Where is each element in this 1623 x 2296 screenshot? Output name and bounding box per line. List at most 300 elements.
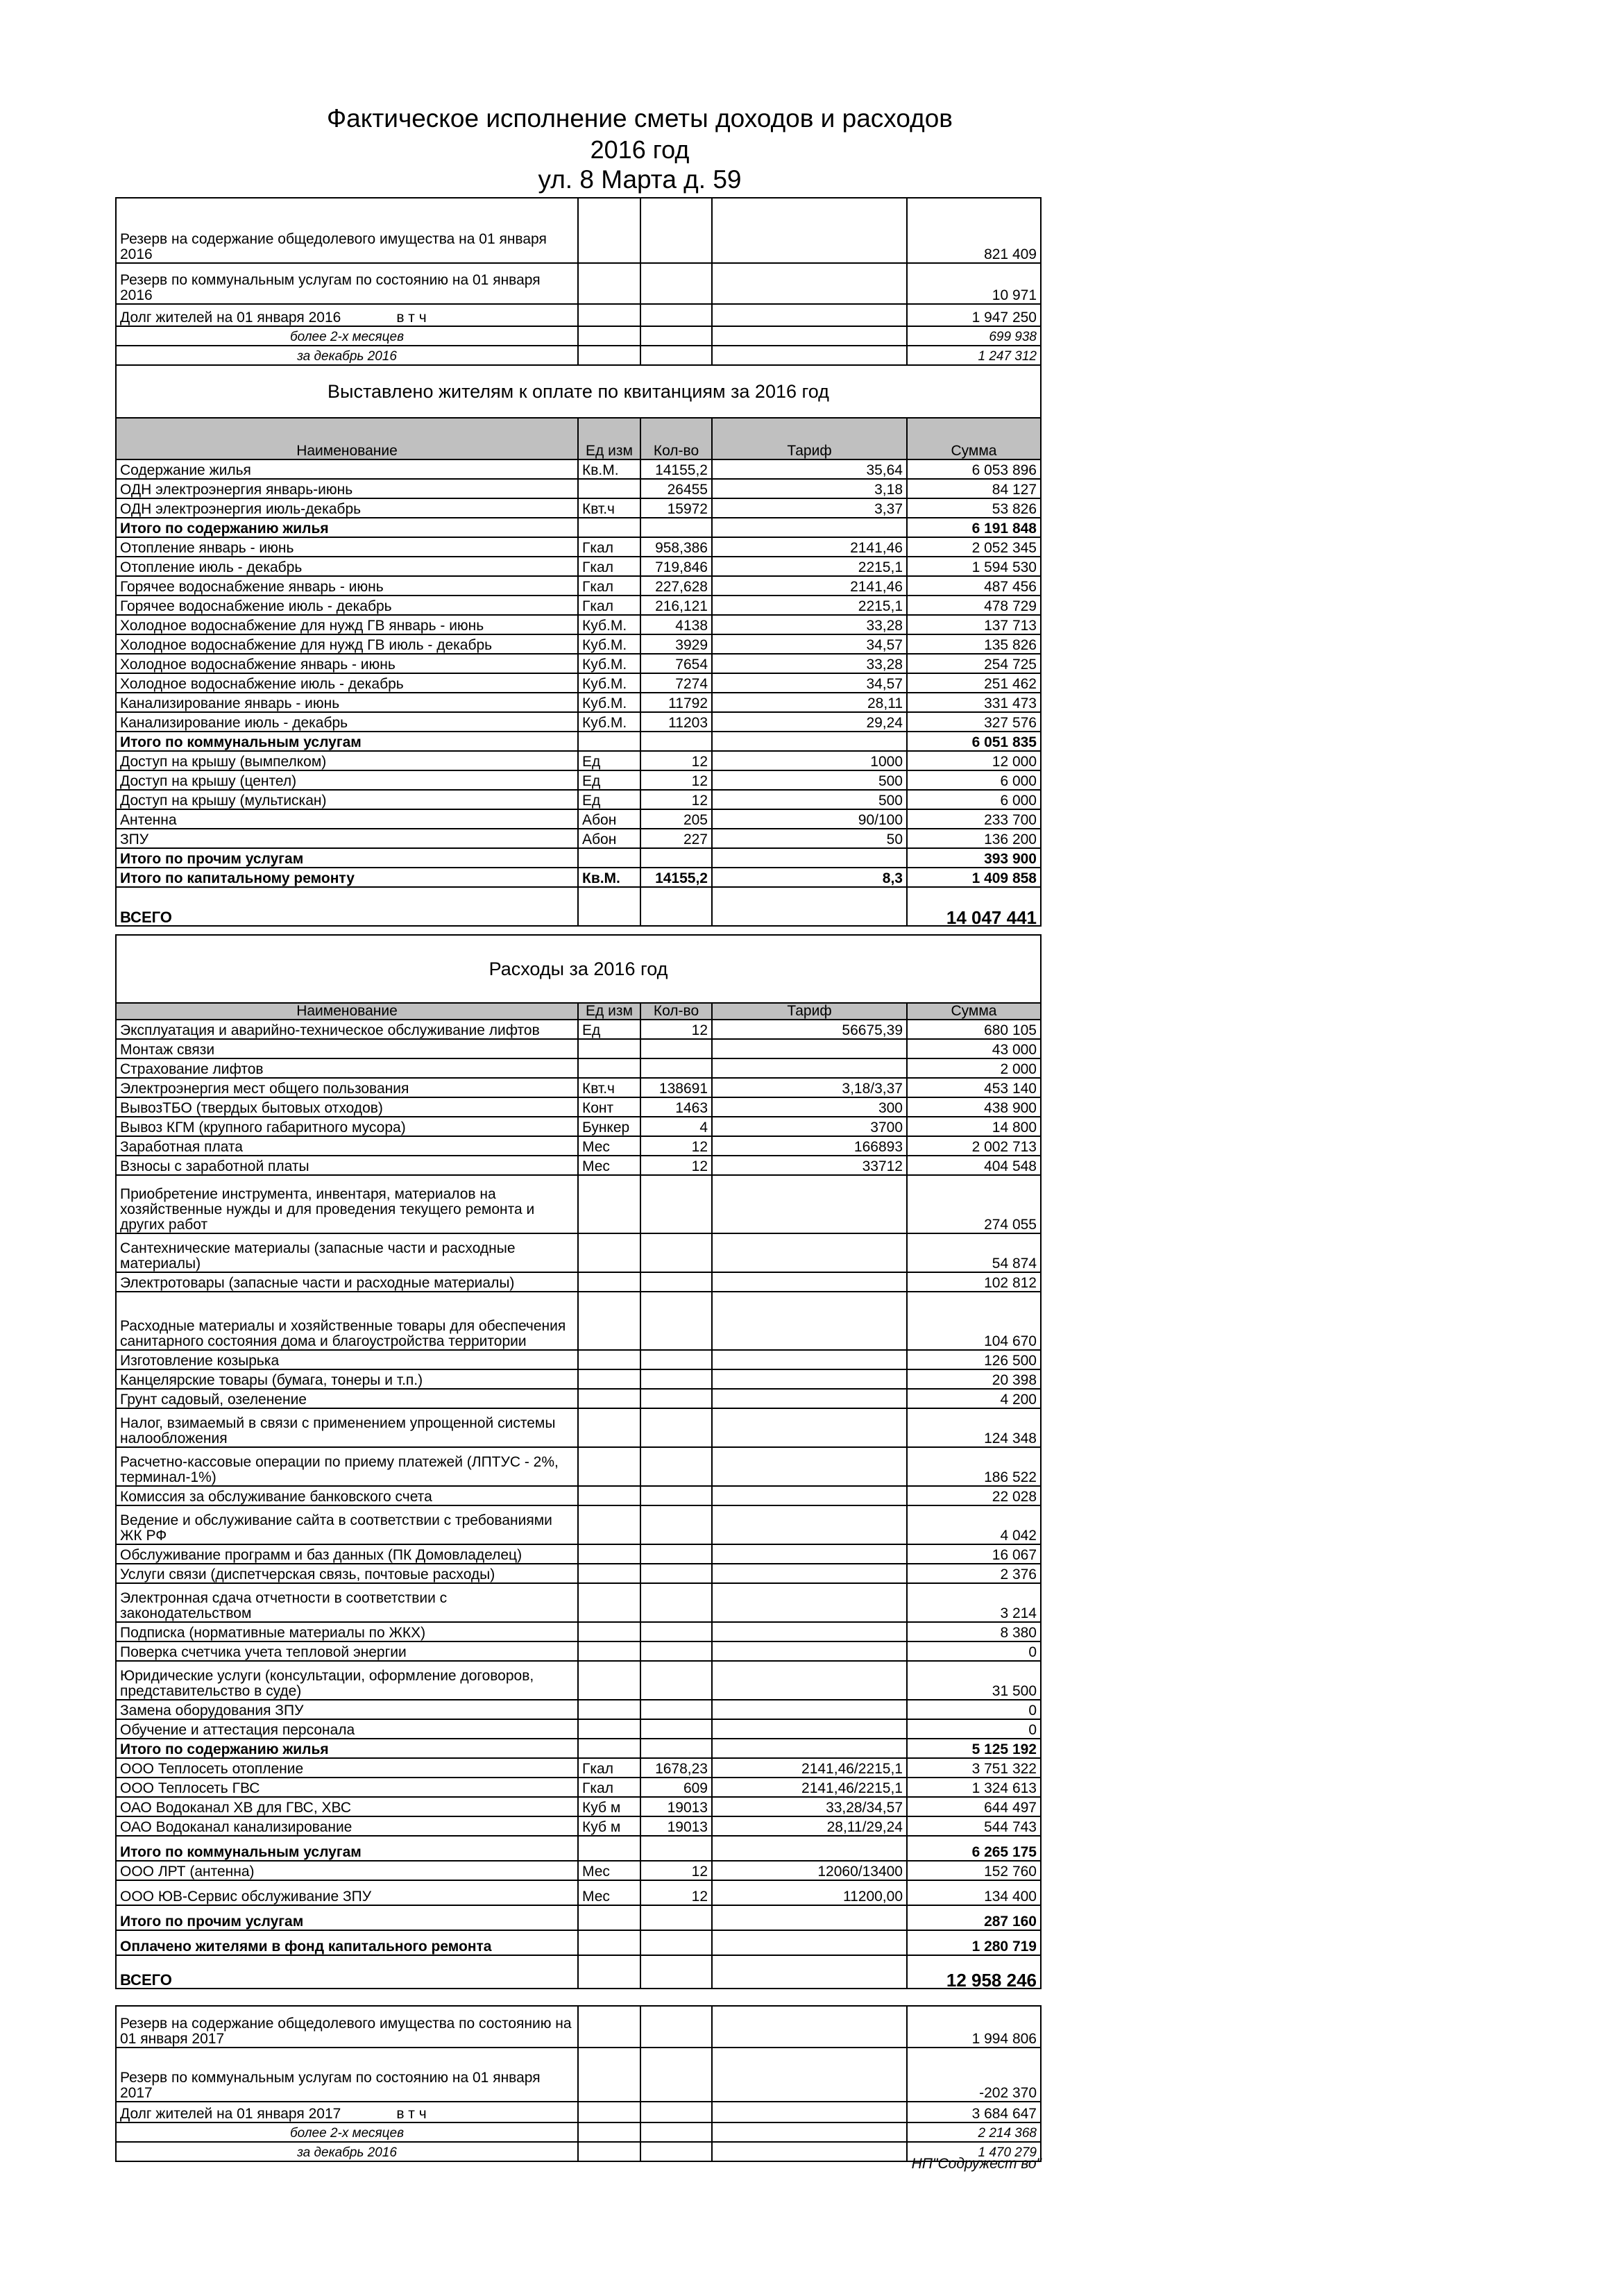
row-unit — [578, 732, 640, 751]
row-sum: 233 700 — [907, 809, 1041, 829]
row-tariff: 34,57 — [712, 673, 907, 693]
row-tariff: 2215,1 — [712, 596, 907, 615]
row-qty: 12 — [640, 1020, 712, 1039]
row-name: Отопление июль - декабрь — [116, 557, 578, 576]
row-qty: 15972 — [640, 498, 712, 518]
row-tariff — [712, 1583, 907, 1622]
table-row — [116, 537, 1041, 557]
row-sum: 1 280 719 — [907, 1930, 1041, 1955]
row-name: Услуги связи (диспетчерская связь, почтовые расходы) — [116, 1564, 578, 1583]
row-name: Оплачено жителями в фонд капитального ремонта — [116, 1930, 578, 1955]
row-sum: 327 576 — [907, 712, 1041, 732]
billed-header-sum: Сумма — [907, 418, 1041, 459]
row-unit — [578, 1369, 640, 1389]
row-qty: 227,628 — [640, 576, 712, 596]
table-row — [116, 1058, 1041, 1078]
row-name: Электронная сдача отчетности в соответствии с законодательством — [116, 1583, 578, 1622]
table-row — [116, 1622, 1041, 1641]
row-unit: Ед — [578, 790, 640, 809]
row-name: Монтаж связи — [116, 1039, 578, 1058]
table-row — [116, 1117, 1041, 1136]
opening-reserve-property-label: Резерв на содержание общедолевого имущества на 01 января 2016 — [116, 198, 578, 263]
table-row — [116, 751, 1041, 770]
row-sum: 680 105 — [907, 1020, 1041, 1039]
row-name: Страхование лифтов — [116, 1058, 578, 1078]
opening-debt-note: в т ч — [396, 310, 427, 326]
row-tariff: 33,28 — [712, 615, 907, 634]
row-tariff — [712, 1272, 907, 1292]
opening-reserve-utilities-label: Резерв по коммунальным услугам по состоянию на 01 января 2016 — [116, 263, 578, 304]
row-name: ОДН электроэнергия июль-декабрь — [116, 498, 578, 518]
row-sum: 0 — [907, 1700, 1041, 1719]
row-unit: Квт.ч — [578, 1078, 640, 1097]
row-name: Взносы с заработной платы — [116, 1156, 578, 1175]
row-unit — [578, 1905, 640, 1930]
expenses-header-sum: Сумма — [907, 1003, 1041, 1020]
row-name: Итого по коммунальным услугам — [116, 1836, 578, 1861]
row-name: Отопление январь - июнь — [116, 537, 578, 557]
row-tariff: 3,18 — [712, 479, 907, 498]
row-name: Обслуживание программ и баз данных (ПК Домовладелец) — [116, 1544, 578, 1564]
row-qty — [640, 848, 712, 868]
opening-debt-dec-value: 1 247 312 — [907, 346, 1041, 365]
row-sum: 2 002 713 — [907, 1136, 1041, 1156]
row-qty: 609 — [640, 1778, 712, 1797]
row-qty: 12 — [640, 1136, 712, 1156]
row-sum: 31 500 — [907, 1661, 1041, 1700]
row-sum: 102 812 — [907, 1272, 1041, 1292]
row-qty — [640, 518, 712, 537]
table-row — [116, 868, 1041, 887]
row-tariff: 3,18/3,37 — [712, 1078, 907, 1097]
table-row — [116, 576, 1041, 596]
row-tariff — [712, 1739, 907, 1758]
row-sum: 2 052 345 — [907, 537, 1041, 557]
table-row — [116, 1350, 1041, 1369]
billed-header-tariff: Тариф — [712, 418, 907, 459]
row-name: Грунт садовый, озеленение — [116, 1389, 578, 1408]
row-unit — [578, 1292, 640, 1350]
row-tariff: 3,37 — [712, 498, 907, 518]
row-qty: 719,846 — [640, 557, 712, 576]
row-unit: Гкал — [578, 1778, 640, 1797]
table-row — [116, 1505, 1041, 1544]
row-tariff: 1000 — [712, 751, 907, 770]
row-qty — [640, 1505, 712, 1544]
billed-section-title: Выставлено жителям к оплате по квитанциям за 2016 год — [116, 365, 1041, 418]
row-tariff: 8,3 — [712, 868, 907, 887]
row-qty: 12 — [640, 1861, 712, 1880]
row-name: ООО ЮВ-Сервис обслуживание ЗПУ — [116, 1880, 578, 1905]
row-qty — [640, 1930, 712, 1955]
row-sum: 6 265 175 — [907, 1836, 1041, 1861]
row-name: Содержание жилья — [116, 459, 578, 479]
row-tariff — [712, 1408, 907, 1447]
row-name: Итого по коммунальным услугам — [116, 732, 578, 751]
row-unit: Ед — [578, 751, 640, 770]
row-unit: Абон — [578, 809, 640, 829]
row-name: Антенна — [116, 809, 578, 829]
row-tariff — [712, 1700, 907, 1719]
expenses-header-qty: Кол-во — [640, 1003, 712, 1020]
table-row — [116, 1447, 1041, 1486]
row-sum: 0 — [907, 1719, 1041, 1739]
row-unit: Ед — [578, 770, 640, 790]
row-unit: Кв.М. — [578, 868, 640, 887]
row-sum: 53 826 — [907, 498, 1041, 518]
row-name: ООО Теплосеть отопление — [116, 1758, 578, 1778]
row-name: Поверка счетчика учета тепловой энергии — [116, 1641, 578, 1661]
row-qty — [640, 1175, 712, 1233]
closing-debt-note: в т ч — [396, 2106, 427, 2122]
row-sum: 6 053 896 — [907, 459, 1041, 479]
row-unit: Квт.ч — [578, 498, 640, 518]
table-row — [116, 1700, 1041, 1719]
row-tariff — [712, 1622, 907, 1641]
row-name: Обучение и аттестация персонала — [116, 1719, 578, 1739]
table-row — [116, 1719, 1041, 1739]
row-qty: 1678,23 — [640, 1758, 712, 1778]
row-name: Замена оборудования ЗПУ — [116, 1700, 578, 1719]
row-unit: Мес — [578, 1880, 640, 1905]
row-sum: 274 055 — [907, 1175, 1041, 1233]
row-unit — [578, 1039, 640, 1058]
row-name: Расчетно-кассовые операции по приему платежей (ЛПТУС - 2%, терминал-1%) — [116, 1447, 578, 1486]
row-qty: 19013 — [640, 1797, 712, 1816]
row-tariff: 2141,46 — [712, 537, 907, 557]
row-name: Итого по содержанию жилья — [116, 1739, 578, 1758]
report-year: 2016 год — [590, 135, 690, 164]
row-name: Ведение и обслуживание сайта в соответствии с требованиями ЖК РФ — [116, 1505, 578, 1544]
row-sum: 6 191 848 — [907, 518, 1041, 537]
table-row — [116, 1486, 1041, 1505]
row-sum: 186 522 — [907, 1447, 1041, 1486]
row-unit: Мес — [578, 1156, 640, 1175]
row-sum: 1 409 858 — [907, 868, 1041, 887]
row-qty: 1463 — [640, 1097, 712, 1117]
row-name: Доступ на крышу (вымпелком) — [116, 751, 578, 770]
row-unit: Куб м — [578, 1797, 640, 1816]
row-sum: 126 500 — [907, 1350, 1041, 1369]
row-sum: 1 594 530 — [907, 557, 1041, 576]
row-qty: 11203 — [640, 712, 712, 732]
table-row — [116, 1661, 1041, 1700]
row-tariff: 90/100 — [712, 809, 907, 829]
row-qty: 4138 — [640, 615, 712, 634]
row-unit — [578, 1739, 640, 1758]
row-name: Налог, взимаемый в связи с применением упрощенной системы налообложения — [116, 1408, 578, 1447]
row-name: Холодное водоснабжение июль - декабрь — [116, 673, 578, 693]
table-row — [116, 518, 1041, 537]
row-sum: 487 456 — [907, 576, 1041, 596]
row-sum: 5 125 192 — [907, 1739, 1041, 1758]
row-name: ОАО Водоканал ХВ для ГВС, ХВС — [116, 1797, 578, 1816]
row-tariff: 35,64 — [712, 459, 907, 479]
row-unit — [578, 1622, 640, 1641]
row-sum: 4 042 — [907, 1505, 1041, 1544]
row-sum: 287 160 — [907, 1905, 1041, 1930]
row-tariff: 11200,00 — [712, 1880, 907, 1905]
table-row — [116, 1905, 1041, 1930]
row-name: Электроэнергия мест общего пользования — [116, 1078, 578, 1097]
row-sum: 16 067 — [907, 1544, 1041, 1564]
row-tariff — [712, 1350, 907, 1369]
row-tariff: 28,11/29,24 — [712, 1816, 907, 1836]
row-tariff — [712, 1369, 907, 1389]
row-sum: 438 900 — [907, 1097, 1041, 1117]
row-unit: Гкал — [578, 537, 640, 557]
row-qty: 12 — [640, 751, 712, 770]
row-sum: 331 473 — [907, 693, 1041, 712]
row-unit — [578, 1272, 640, 1292]
row-qty: 14155,2 — [640, 868, 712, 887]
row-name: ОДН электроэнергия январь-июнь — [116, 479, 578, 498]
row-qty — [640, 1739, 712, 1758]
row-unit: Куб.М. — [578, 712, 640, 732]
row-qty: 12 — [640, 1880, 712, 1905]
row-sum: 137 713 — [907, 615, 1041, 634]
row-unit — [578, 1641, 640, 1661]
row-tariff — [712, 732, 907, 751]
row-unit: Куб.М. — [578, 615, 640, 634]
row-sum: 2 376 — [907, 1564, 1041, 1583]
row-sum: 2 000 — [907, 1058, 1041, 1078]
table-row — [116, 654, 1041, 673]
row-tariff — [712, 1389, 907, 1408]
row-tariff — [712, 1564, 907, 1583]
row-unit: Мес — [578, 1136, 640, 1156]
row-qty: 7654 — [640, 654, 712, 673]
row-name: ВывозТБО (твердых бытовых отходов) — [116, 1097, 578, 1117]
row-name: Комиссия за обслуживание банковского счета — [116, 1486, 578, 1505]
closing-reserve-property-value: 1 994 806 — [907, 2006, 1041, 2048]
row-name: Сантехнические материалы (запасные части и расходные материалы) — [116, 1233, 578, 1272]
closing-reserve-utilities-label: Резерв по коммунальным услугам по состоянию на 01 января 2017 — [116, 2048, 578, 2102]
table-row — [116, 693, 1041, 712]
row-sum: 544 743 — [907, 1816, 1041, 1836]
row-tariff — [712, 1930, 907, 1955]
row-sum: 124 348 — [907, 1408, 1041, 1447]
row-unit — [578, 1564, 640, 1583]
row-tariff — [712, 518, 907, 537]
billed-header-unit: Ед изм — [578, 418, 640, 459]
table-row — [116, 1836, 1041, 1861]
row-tariff: 33712 — [712, 1156, 907, 1175]
row-tariff: 33,28/34,57 — [712, 1797, 907, 1816]
row-sum: 0 — [907, 1641, 1041, 1661]
row-name: Холодное водоснабжение январь - июнь — [116, 654, 578, 673]
table-row — [116, 1389, 1041, 1408]
row-name: Подписка (нормативные материалы по ЖКХ) — [116, 1622, 578, 1641]
expenses-section-title: Расходы за 2016 год — [116, 935, 1041, 1003]
row-unit: Гкал — [578, 557, 640, 576]
table-row — [116, 1758, 1041, 1778]
row-qty — [640, 1408, 712, 1447]
row-sum: 84 127 — [907, 479, 1041, 498]
row-unit: Кв.М. — [578, 459, 640, 479]
row-qty — [640, 1058, 712, 1078]
row-tariff — [712, 1233, 907, 1272]
row-tariff: 3700 — [712, 1117, 907, 1136]
row-qty — [640, 1389, 712, 1408]
row-unit — [578, 518, 640, 537]
row-tariff: 12060/13400 — [712, 1861, 907, 1880]
row-name: Электротовары (запасные части и расходные материалы) — [116, 1272, 578, 1292]
row-unit: Гкал — [578, 576, 640, 596]
row-qty — [640, 1583, 712, 1622]
row-tariff — [712, 848, 907, 868]
row-sum: 404 548 — [907, 1156, 1041, 1175]
row-qty — [640, 1447, 712, 1486]
row-qty — [640, 1350, 712, 1369]
row-sum: 4 200 — [907, 1389, 1041, 1408]
row-sum: 12 000 — [907, 751, 1041, 770]
row-qty: 4 — [640, 1117, 712, 1136]
row-qty: 227 — [640, 829, 712, 848]
opening-debt-over2-value: 699 938 — [907, 326, 1041, 346]
table-row — [116, 1136, 1041, 1156]
row-unit — [578, 1486, 640, 1505]
table-row — [116, 848, 1041, 868]
row-unit: Мес — [578, 1861, 640, 1880]
expenses-header-name: Наименование — [116, 1003, 578, 1020]
row-sum: 393 900 — [907, 848, 1041, 868]
row-name: ООО Теплосеть ГВС — [116, 1778, 578, 1797]
row-unit: Абон — [578, 829, 640, 848]
table-row — [116, 1175, 1041, 1233]
row-name: Итого по капитальному ремонту — [116, 868, 578, 887]
row-qty — [640, 1272, 712, 1292]
table-row — [116, 1641, 1041, 1661]
row-qty: 19013 — [640, 1816, 712, 1836]
row-name: Приобретение инструмента, инвентаря, материалов на хозяйственные нужды и для проведения текущего ремонта и других работ — [116, 1175, 578, 1233]
opening-debt-label: Долг жителей на 01 января 2016 в т ч — [116, 304, 578, 326]
row-qty — [640, 1233, 712, 1272]
row-tariff: 2141,46/2215,1 — [712, 1778, 907, 1797]
row-sum: 453 140 — [907, 1078, 1041, 1097]
row-unit — [578, 1350, 640, 1369]
row-sum: 1 324 613 — [907, 1778, 1041, 1797]
closing-reserve-property-label: Резерв на содержание общедолевого имущества по состоянию на 01 января 2017 — [116, 2006, 578, 2048]
row-name: Доступ на крышу (центел) — [116, 770, 578, 790]
row-qty — [640, 1292, 712, 1350]
table-row — [116, 712, 1041, 732]
row-qty — [640, 1622, 712, 1641]
row-qty — [640, 1369, 712, 1389]
row-sum: 14 800 — [907, 1117, 1041, 1136]
row-tariff — [712, 1292, 907, 1350]
closing-debt-dec-value: 1 470 279 — [907, 2142, 1041, 2161]
row-qty — [640, 732, 712, 751]
row-name: Эксплуатация и аварийно-техническое обслуживание лифтов — [116, 1020, 578, 1039]
table-row — [116, 1097, 1041, 1117]
row-qty — [640, 1039, 712, 1058]
row-name: Холодное водоснабжение для нужд ГВ июль - декабрь — [116, 634, 578, 654]
table-row — [116, 557, 1041, 576]
opening-debt-value: 1 947 250 — [907, 304, 1041, 326]
row-unit — [578, 1719, 640, 1739]
billed-header-name: Наименование — [116, 418, 578, 459]
table-row — [116, 479, 1041, 498]
row-qty: 12 — [640, 770, 712, 790]
table-row — [116, 1564, 1041, 1583]
row-unit — [578, 1389, 640, 1408]
row-tariff: 34,57 — [712, 634, 907, 654]
row-name: Холодное водоснабжение для нужд ГВ январь - июнь — [116, 615, 578, 634]
table-row — [116, 1039, 1041, 1058]
table-row — [116, 1797, 1041, 1816]
row-tariff — [712, 1058, 907, 1078]
row-name: Расходные материалы и хозяйственные товары для обеспечения санитарного состояния дома и благоустройства территории — [116, 1292, 578, 1350]
row-tariff — [712, 1039, 907, 1058]
expenses-header-tariff: Тариф — [712, 1003, 907, 1020]
table-row — [116, 596, 1041, 615]
table-row — [116, 1020, 1041, 1039]
row-unit — [578, 1058, 640, 1078]
row-tariff — [712, 1719, 907, 1739]
row-unit — [578, 479, 640, 498]
row-unit: Куб.М. — [578, 673, 640, 693]
closing-debt-over2-value: 2 214 368 — [907, 2122, 1041, 2142]
table-row — [116, 673, 1041, 693]
row-unit: Куб.М. — [578, 634, 640, 654]
row-sum: 22 028 — [907, 1486, 1041, 1505]
row-sum: 251 462 — [907, 673, 1041, 693]
opening-debt-over2-label: более 2-х месяцев — [116, 326, 578, 346]
row-sum: 6 000 — [907, 770, 1041, 790]
row-qty — [640, 1905, 712, 1930]
organization-signature: НП"Содружест во" — [911, 2156, 1042, 2172]
table-row — [116, 1880, 1041, 1905]
row-sum: 8 380 — [907, 1622, 1041, 1641]
row-tariff: 33,28 — [712, 654, 907, 673]
table-row — [116, 1861, 1041, 1880]
row-unit: Бункер — [578, 1117, 640, 1136]
row-unit: Куб.М. — [578, 693, 640, 712]
row-unit — [578, 1544, 640, 1564]
table-row — [116, 1739, 1041, 1758]
row-tariff: 56675,39 — [712, 1020, 907, 1039]
table-row — [116, 809, 1041, 829]
row-sum: 54 874 — [907, 1233, 1041, 1272]
report-address: ул. 8 Марта д. 59 — [538, 165, 742, 194]
row-tariff: 50 — [712, 829, 907, 848]
row-unit — [578, 1583, 640, 1622]
closing-debt-dec-label: за декабрь 2016 — [116, 2142, 578, 2161]
row-tariff: 28,11 — [712, 693, 907, 712]
expenses-total-label: ВСЕГО — [116, 1955, 578, 1989]
expenses-table — [115, 934, 1042, 1989]
billed-table — [115, 364, 1042, 927]
closing-balance-table — [115, 2005, 1042, 2162]
row-sum: 134 400 — [907, 1880, 1041, 1905]
closing-reserve-utilities-value: -202 370 — [907, 2048, 1041, 2102]
table-row — [116, 1078, 1041, 1097]
row-tariff: 2141,46 — [712, 576, 907, 596]
table-row — [116, 1778, 1041, 1797]
row-tariff: 2215,1 — [712, 557, 907, 576]
row-name: Горячее водоснабжение январь - июнь — [116, 576, 578, 596]
row-tariff — [712, 1544, 907, 1564]
row-tariff: 2141,46/2215,1 — [712, 1758, 907, 1778]
table-row — [116, 1930, 1041, 1955]
report-title: Фактическое исполнение сметы доходов и расходов — [327, 104, 953, 133]
row-tariff: 500 — [712, 770, 907, 790]
row-sum: 254 725 — [907, 654, 1041, 673]
row-unit — [578, 1175, 640, 1233]
row-tariff: 29,24 — [712, 712, 907, 732]
row-unit: Куб м — [578, 1816, 640, 1836]
